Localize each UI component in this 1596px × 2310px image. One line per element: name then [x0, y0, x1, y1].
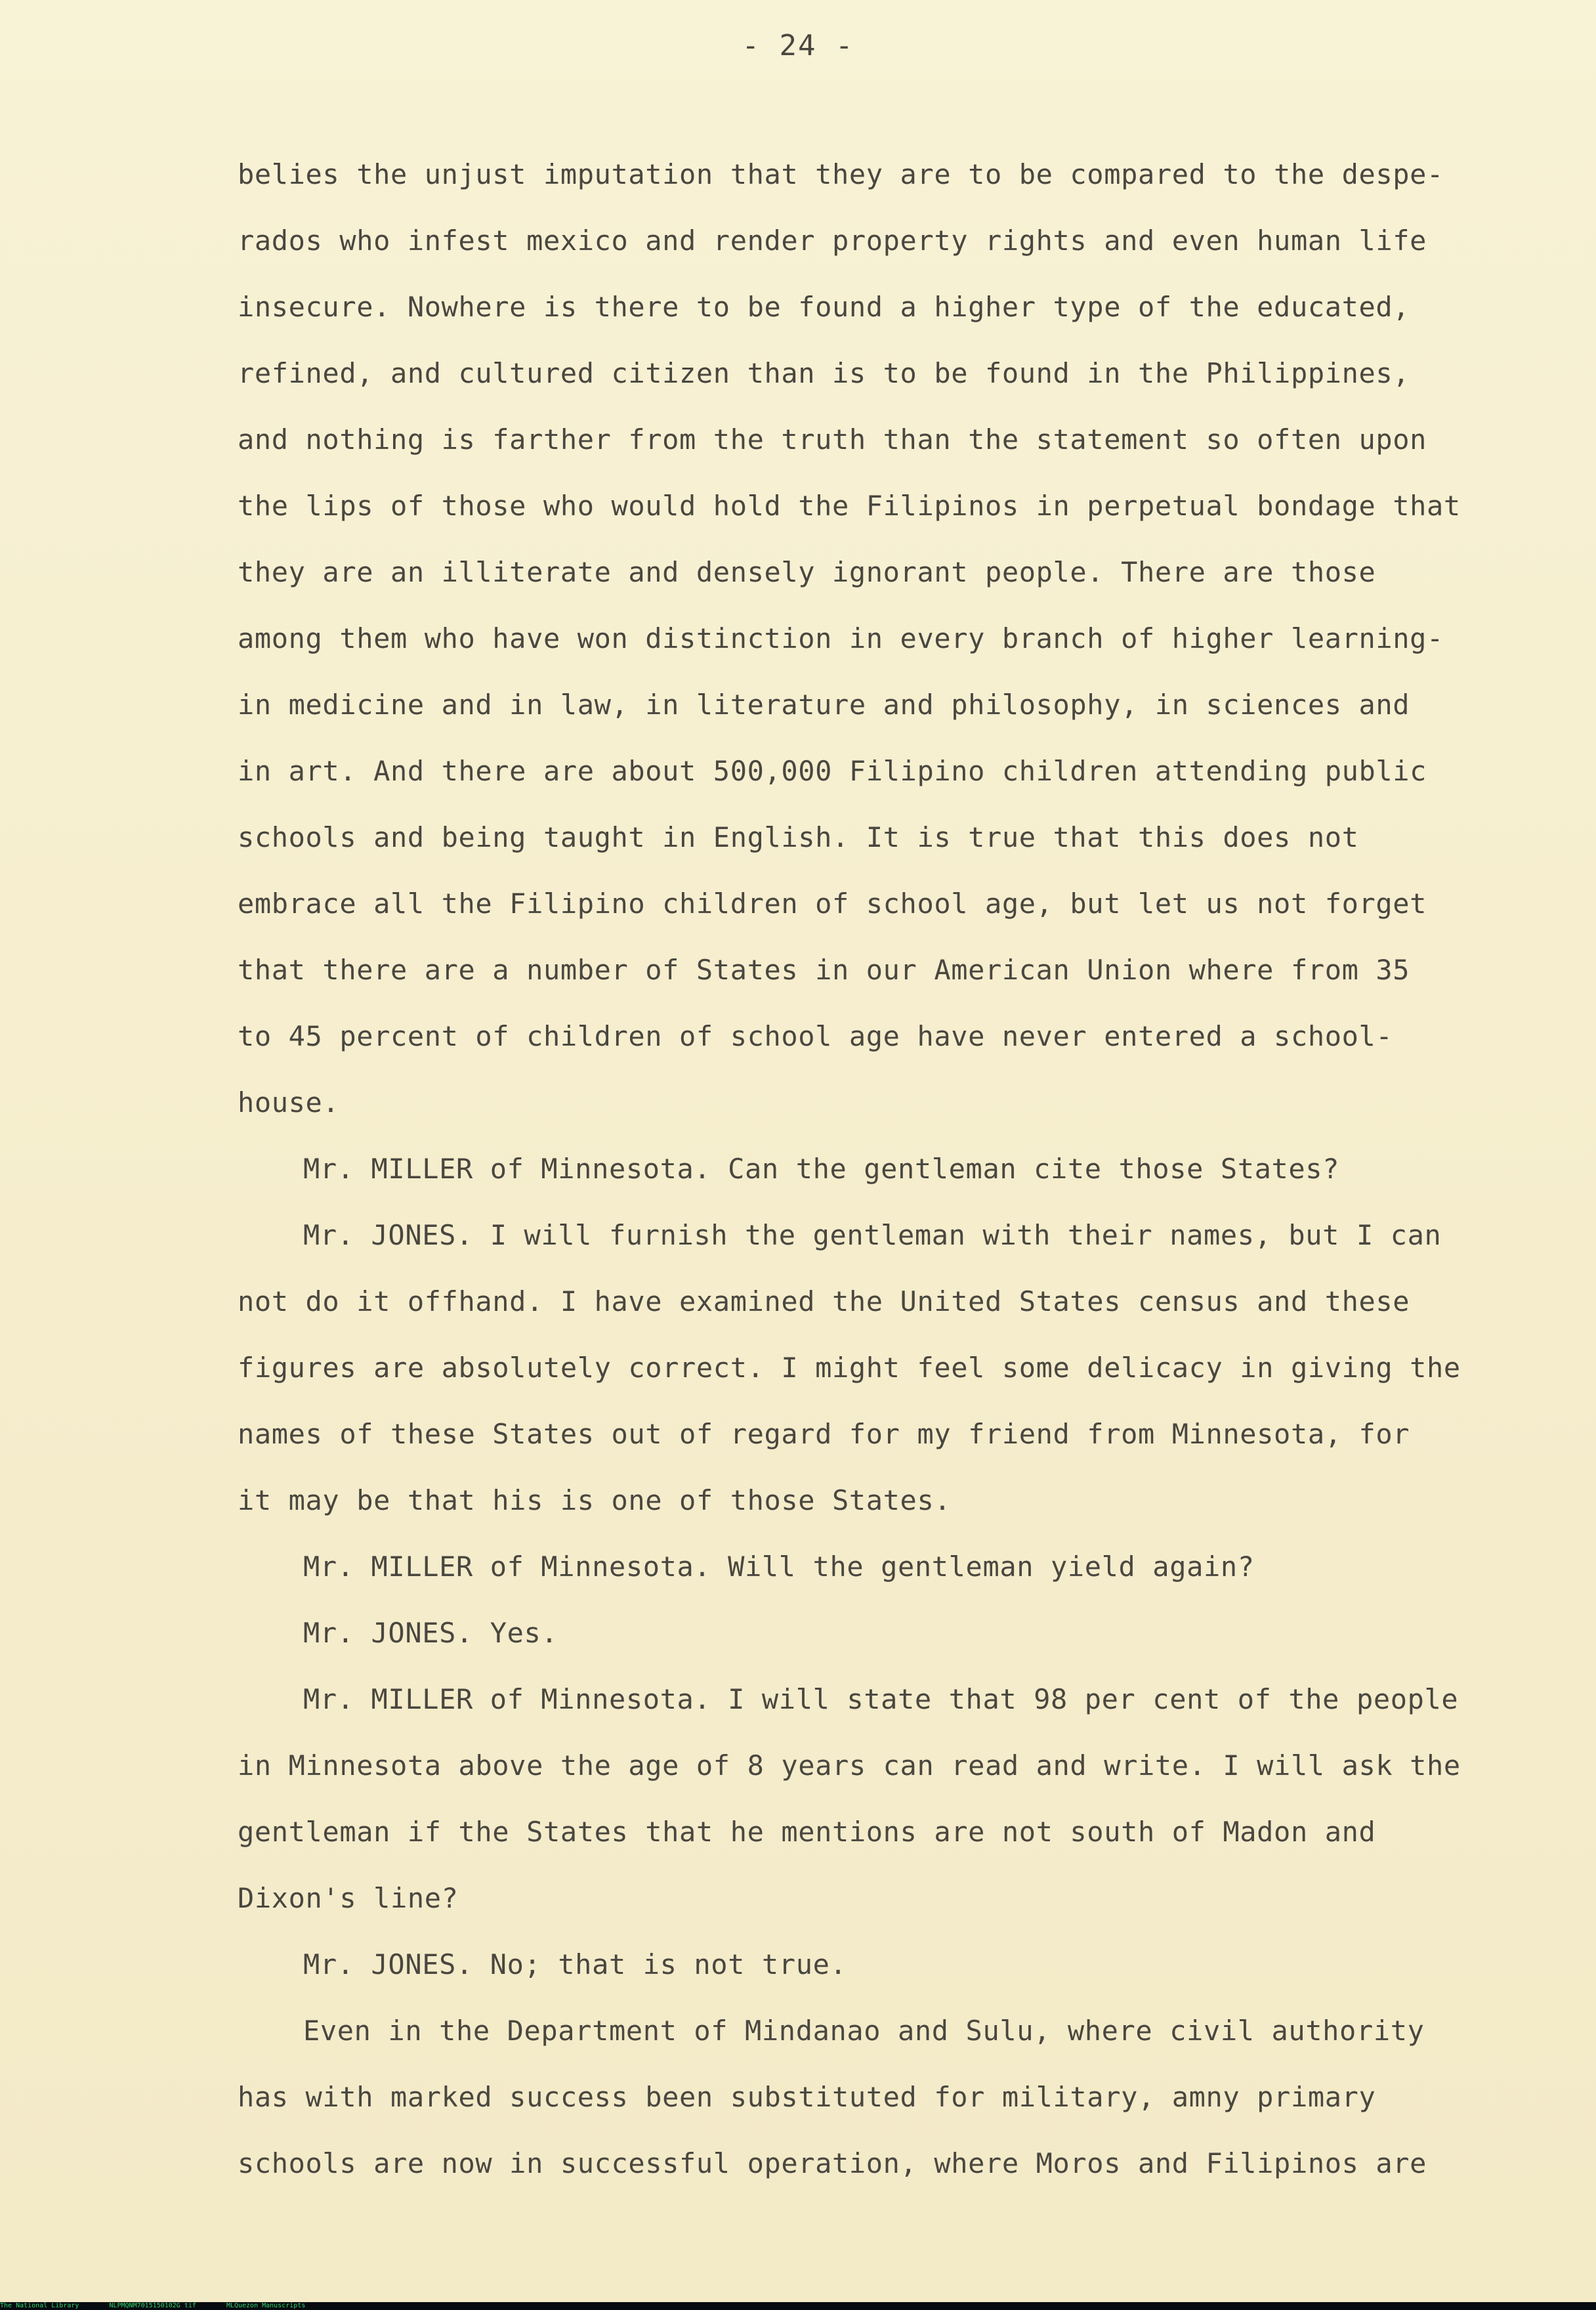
- text-line: Even in the Department of Mindanao and Sulu, where civil authority: [303, 2015, 1425, 2047]
- text-line: in Minnesota above the age of 8 years can read and write. I will ask the: [238, 1749, 1461, 1782]
- text-line: Mr. MILLER of Minnesota. I will state that 98 per cent of the people: [303, 1683, 1459, 1715]
- text-line: has with marked success been substituted for military, amny primary: [238, 2081, 1376, 2113]
- text-line: Mr. JONES. Yes.: [303, 1617, 558, 1649]
- text-line: Mr. MILLER of Minnesota. Will the gentleman yield again?: [303, 1551, 1255, 1583]
- text-line: they are an illiterate and densely ignorant people. There are those: [238, 556, 1376, 588]
- text-line: schools and being taught in English. It is true that this does not: [238, 821, 1359, 853]
- page-number: - 24 -: [742, 29, 854, 62]
- text-line: among them who have won distinction in every branch of higher learning-: [238, 622, 1444, 654]
- text-line: rados who infest mexico and render property rights and even human life: [238, 225, 1427, 257]
- text-line: house.: [238, 1086, 340, 1119]
- text-line: Mr. JONES. I will furnish the gentleman with their names, but I can: [303, 1219, 1442, 1251]
- text-line: refined, and cultured citizen than is to be found in the Philippines,: [238, 357, 1410, 389]
- text-line: Mr. MILLER of Minnesota. Can the gentleman cite those States?: [303, 1153, 1340, 1185]
- body-text: [238, 155, 1498, 2210]
- footer-collection: MLQuezon Manuscripts: [226, 2302, 306, 2309]
- text-line: Mr. JONES. No; that is not true.: [303, 1948, 847, 1980]
- text-line: figures are absolutely correct. I might feel some delicacy in giving the: [238, 1352, 1461, 1384]
- text-line: belies the unjust imputation that they are to be compared to the despe-: [238, 158, 1444, 190]
- text-line: that there are a number of States in our American Union where from 35: [238, 954, 1410, 986]
- text-line: Dixon's line?: [238, 1882, 459, 1914]
- text-line: insecure. Nowhere is there to be found a higher type of the educated,: [238, 291, 1410, 323]
- scan-footer-bar: [0, 2302, 1596, 2310]
- footer-file-id: NLPMQNM7015150102G tif: [109, 2302, 196, 2309]
- text-line: to 45 percent of children of school age have never entered a school-: [238, 1020, 1393, 1052]
- text-line: not do it offhand. I have examined the United States census and these: [238, 1285, 1410, 1317]
- text-line: in medicine and in law, in literature and philosophy, in sciences and: [238, 689, 1410, 721]
- text-line: names of these States out of regard for my friend from Minnesota, for: [238, 1418, 1410, 1450]
- text-line: embrace all the Filipino children of school age, but let us not forget: [238, 888, 1427, 920]
- footer-library: The National Library: [0, 2302, 79, 2309]
- text-line: the lips of those who would hold the Filipinos in perpetual bondage that: [238, 490, 1461, 522]
- text-line: in art. And there are about 500,000 Filipino children attending public: [238, 755, 1427, 787]
- text-line: gentleman if the States that he mentions are not south of Madon and: [238, 1816, 1376, 1848]
- text-line: and nothing is farther from the truth than the statement so often upon: [238, 423, 1427, 456]
- text-line: schools are now in successful operation, where Moros and Filipinos are: [238, 2147, 1427, 2179]
- text-line: it may be that his is one of those States.: [238, 1484, 952, 1516]
